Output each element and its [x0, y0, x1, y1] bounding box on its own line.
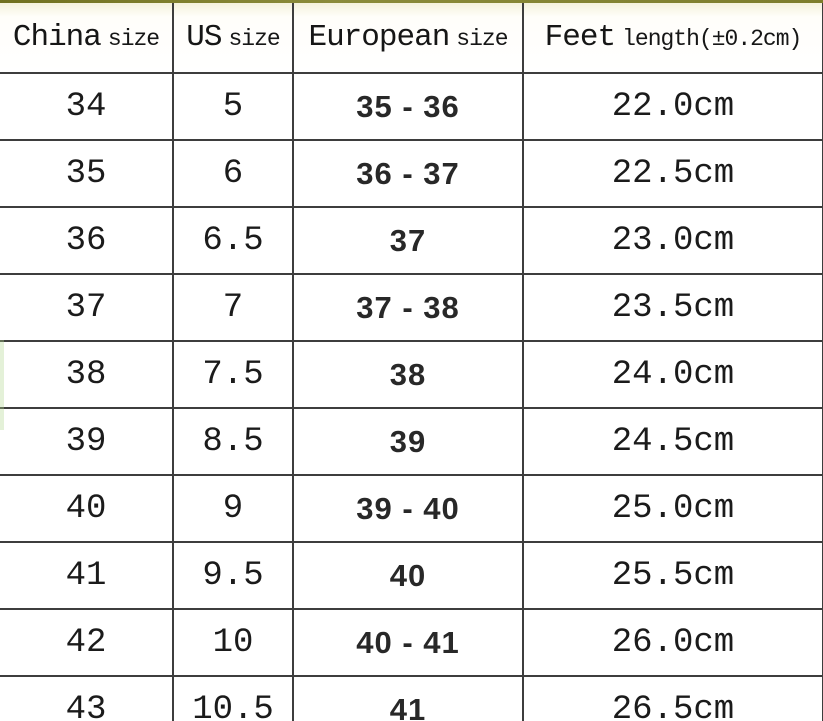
cell-feet: 25.5cm [523, 542, 823, 609]
size-table-body [0, 73, 823, 721]
table-row [0, 609, 823, 676]
cell-us: 6.5 [173, 207, 293, 274]
cell-feet: 22.0cm [523, 73, 823, 140]
header-feet-length [523, 3, 823, 73]
cell-eu: 38 [293, 341, 523, 408]
cell-us: 8.5 [173, 408, 293, 475]
cell-us: 10.5 [173, 676, 293, 721]
cell-us: 7 [173, 274, 293, 341]
table-row [0, 73, 823, 140]
header-us-size [173, 3, 293, 73]
cell-china: 39 [0, 408, 173, 475]
header-feet-sub: length(±0.2cm) [622, 26, 802, 52]
cell-feet: 22.5cm [523, 140, 823, 207]
table-row [0, 341, 823, 408]
cell-eu: 39 - 40 [293, 475, 523, 542]
cell-eu: 37 - 38 [293, 274, 523, 341]
header-european-main: European [308, 20, 450, 55]
cell-us: 5 [173, 73, 293, 140]
cell-feet: 26.0cm [523, 609, 823, 676]
header-us-sub: size [228, 26, 280, 52]
cell-china: 34 [0, 73, 173, 140]
cell-china: 42 [0, 609, 173, 676]
cell-feet: 23.5cm [523, 274, 823, 341]
table-row [0, 408, 823, 475]
cell-china: 38 [0, 341, 173, 408]
cell-us: 6 [173, 140, 293, 207]
table-row [0, 542, 823, 609]
table-row [0, 140, 823, 207]
cell-china: 36 [0, 207, 173, 274]
header-us-main: US [186, 20, 222, 55]
header-china-sub: size [107, 26, 160, 52]
cell-us: 10 [173, 609, 293, 676]
table-row [0, 676, 823, 721]
cell-eu: 39 [293, 408, 523, 475]
size-conversion-table [0, 3, 823, 721]
cell-china: 37 [0, 274, 173, 341]
cell-china: 35 [0, 140, 173, 207]
cell-us: 9.5 [173, 542, 293, 609]
table-row [0, 207, 823, 274]
cell-us: 9 [173, 475, 293, 542]
table-header [0, 3, 823, 73]
cell-eu: 40 [293, 542, 523, 609]
cell-eu: 37 [293, 207, 523, 274]
cell-feet: 26.5cm [523, 676, 823, 721]
cell-feet: 24.0cm [523, 341, 823, 408]
cell-feet: 23.0cm [523, 207, 823, 274]
table-row [0, 475, 823, 542]
cell-us: 7.5 [173, 341, 293, 408]
cell-feet: 25.0cm [523, 475, 823, 542]
header-row [0, 3, 823, 73]
cell-china: 40 [0, 475, 173, 542]
header-china-size [0, 3, 173, 73]
cell-feet: 24.5cm [523, 408, 823, 475]
cell-china: 43 [0, 676, 173, 721]
cell-eu: 41 [293, 676, 523, 721]
cell-eu: 36 - 37 [293, 140, 523, 207]
table-row [0, 274, 823, 341]
cell-eu: 40 - 41 [293, 609, 523, 676]
header-european-size [293, 3, 523, 73]
header-feet-main: Feet [544, 20, 616, 55]
cell-eu: 35 - 36 [293, 73, 523, 140]
header-european-sub: size [456, 26, 508, 52]
header-china-main: China [12, 20, 101, 55]
cell-china: 41 [0, 542, 173, 609]
